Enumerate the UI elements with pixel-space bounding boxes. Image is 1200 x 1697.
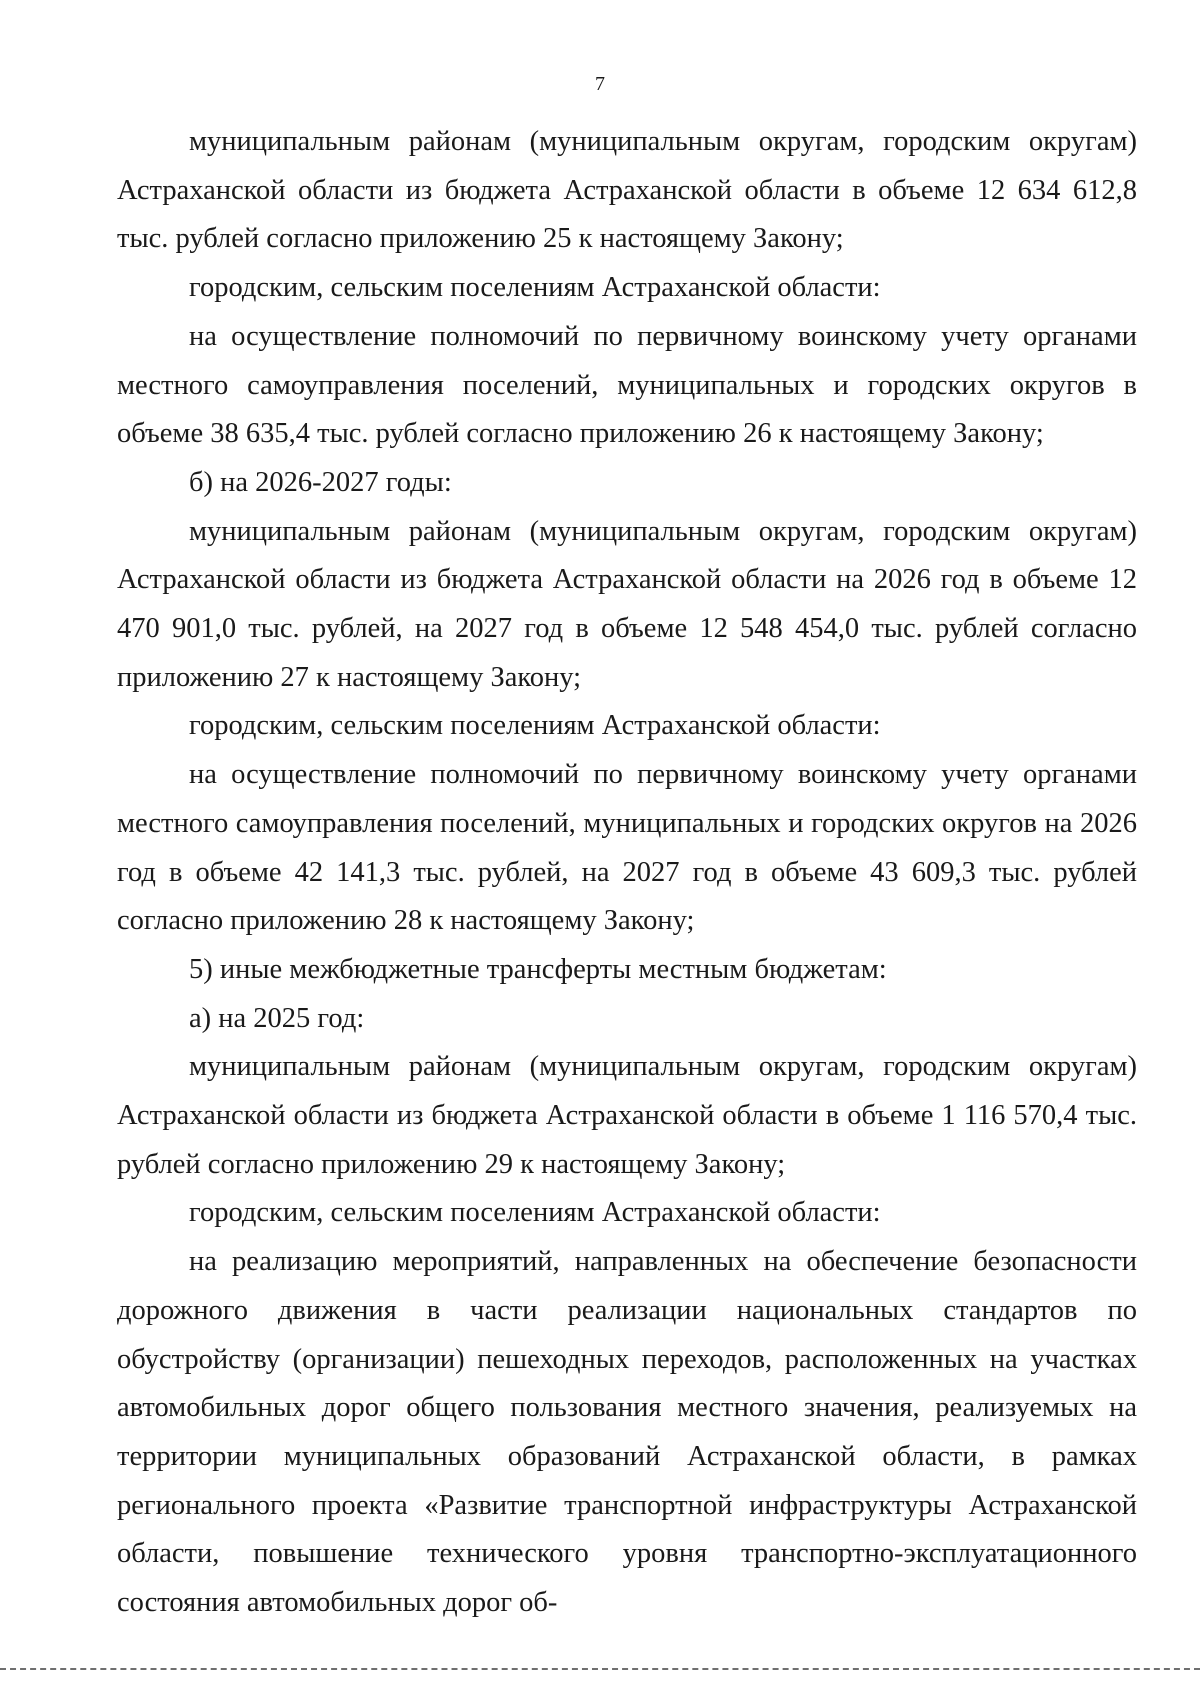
- scan-bottom-rule: [0, 1668, 1200, 1670]
- paragraph-2: городским, сельским поселениям Астраханской области:: [189, 272, 881, 304]
- paragraph-12: на реализацию мероприятий, направленных на обеспечение безопасности дорожного движения в части реализации национальных стандартов по обустройству (организации) пешеходных переходов, расположенных на участках автомобильных дорог общего пользования местного значения, реализуемых на территории муниципальных образований Астраханской области, в рамках регионального проекта «Развитие транспортной инфраструктуры Астраханской области, повышение технического уровня транспортно-эксплуатационного состояния автомобильных дорог об-: [117, 1246, 1137, 1619]
- paragraph-8: 5) иные межбюджетные трансферты местным бюджетам:: [189, 953, 887, 985]
- paragraph-5: муниципальным районам (муниципальным округам, городским округам) Астраханской области из бюджета Астраханской области на 2026 год в объеме 12 470 901,0 тыс. рублей, на 2027 год в объеме 12 548 454,0 тыс. рублей согласно приложению 27 к настоящему Закону;: [117, 515, 1137, 693]
- paragraph-1: муниципальным районам (муниципальным округам, городским округам) Астраханской области из бюджета Астраханской области в объеме 12 634 612,8 тыс. рублей согласно приложению 25 к настоящему Закону;: [117, 126, 1137, 255]
- paragraph-3: на осуществление полномочий по первичному воинскому учету органами местного самоуправления поселений, муниципальных и городских округов в объеме 38 635,4 тыс. рублей согласно приложению 26 к настоящему Закону;: [117, 320, 1137, 450]
- paragraph-6: городским, сельским поселениям Астраханской области:: [189, 710, 881, 742]
- paragraph-10: муниципальным районам (муниципальным округам, городским округам) Астраханской области из бюджета Астраханской области в объеме 1 116 570,4 тыс. рублей согласно приложению 29 к настоящему Закону;: [117, 1051, 1137, 1180]
- paragraph-7: на осуществление полномочий по первичному воинскому учету органами местного самоуправления поселений, муниципальных и городских округов на 2026 год в объеме 42 141,3 тыс. рублей, на 2027 год в объеме 43 609,3 тыс. рублей согласно приложению 28 к настоящему Закону;: [117, 759, 1137, 937]
- paragraph-11: городским, сельским поселениям Астраханской области:: [189, 1197, 881, 1229]
- paragraph-4: б) на 2026-2027 годы:: [189, 466, 452, 498]
- page-number: 7: [595, 73, 605, 95]
- paragraph-9: а) на 2025 год:: [189, 1002, 365, 1034]
- document-body: [117, 118, 1137, 1628]
